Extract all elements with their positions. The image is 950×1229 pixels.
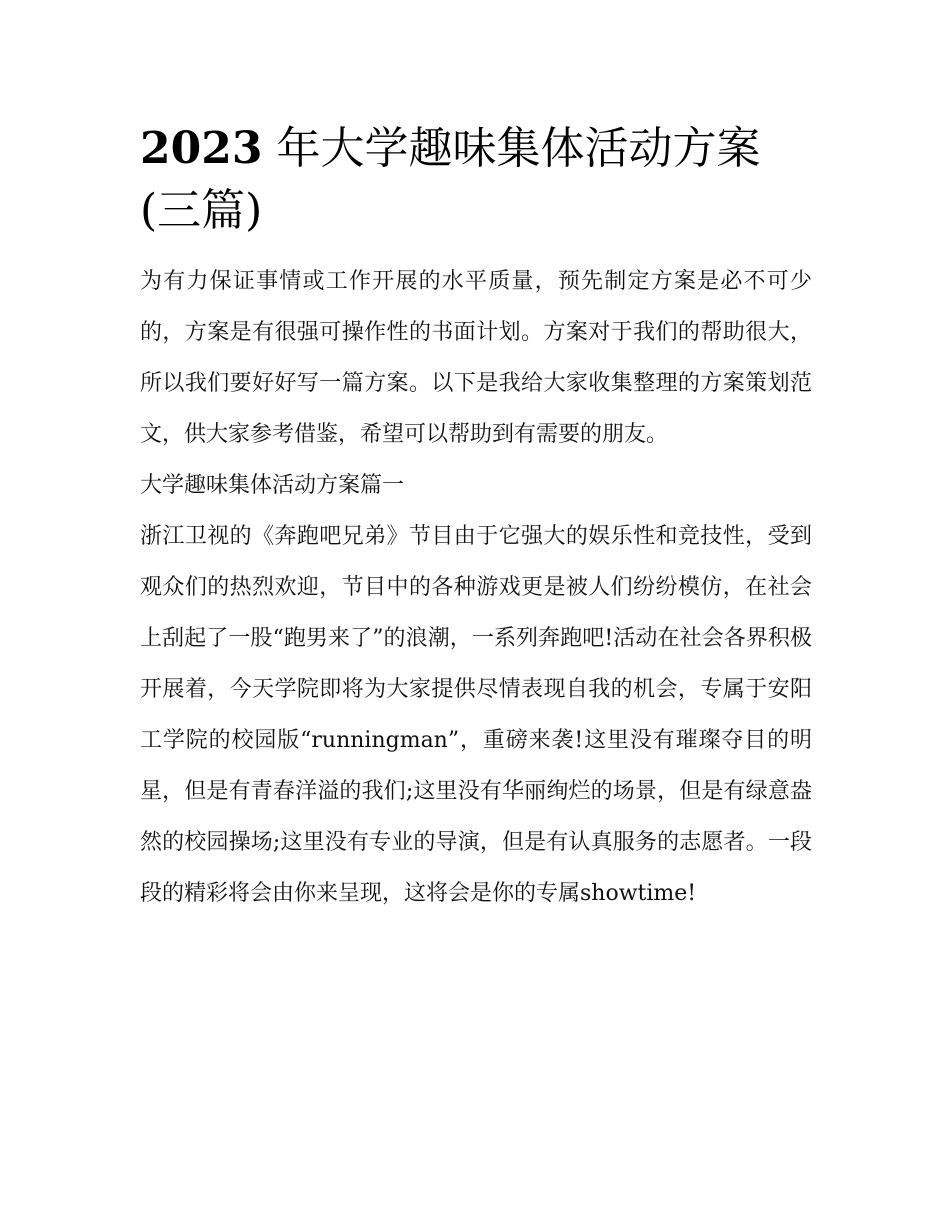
section-1-heading: 大学趣味集体活动方案篇一 <box>140 473 405 498</box>
document-title <box>140 118 812 242</box>
section-1-paragraph: 浙江卫视的《奔跑吧兄弟》节目由于它强大的娱乐性和竞技性，受到观众们的热烈欢迎，节目中的各种游戏更是被人们纷纷模仿，在社会上刮起了一股“跑男来了”的浪潮，一系列奔跑吧!活动在社会各界积极开展着，今天学院即将为大家提供尽情表现自我的机会，专属于安阳工学院的校园版“runningman”，重磅来袭!这里没有璀璨夺目的明星，但是有青春洋溢的我们;这里没有华丽绚烂的场景，但是有绿意盎然的校园操场;这里没有专业的导演，但是有认真服务的志愿者。一段段的精彩将会由你来呈现，这将会是你的专属showtime! <box>140 524 812 906</box>
title-year: 2023 <box>140 123 263 174</box>
document-content <box>140 118 812 919</box>
title-text: 年大学趣味集体活动方案(三篇) <box>140 123 761 236</box>
intro-paragraph: 为有力保证事情或工作开展的水平质量，预先制定方案是必不可少的，方案是有很强可操作性的书面计划。方案对于我们的帮助很大，所以我们要好好写一篇方案。以下是我给大家收集整理的方案策划范文，供大家参考借鉴，希望可以帮助到有需要的朋友。 <box>140 269 812 447</box>
